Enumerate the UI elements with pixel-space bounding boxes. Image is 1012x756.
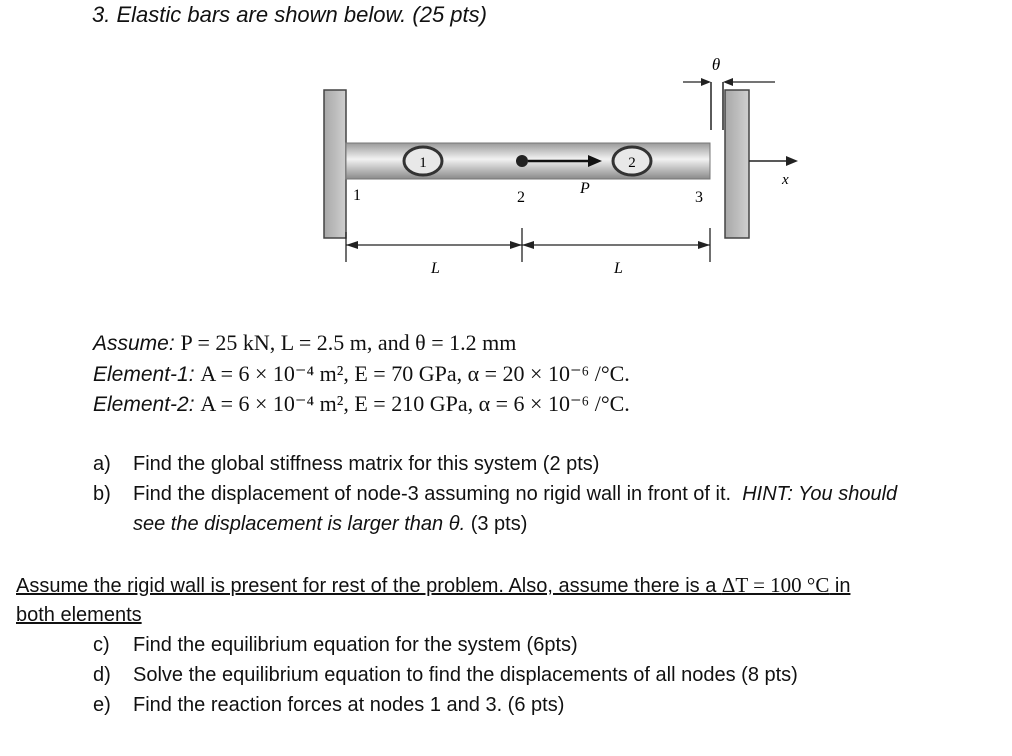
question-e-label: e)	[93, 694, 111, 716]
length-label-2: L	[614, 260, 623, 277]
bar-diagram	[300, 50, 820, 290]
node-2-label: 2	[517, 189, 525, 206]
load-point	[516, 155, 528, 167]
element-2-lead: Element-2:	[93, 393, 201, 416]
assume-line-3	[93, 391, 630, 417]
question-b-hint: HINT: You should	[742, 483, 898, 505]
question-a	[93, 453, 599, 476]
wall-note-line-1	[16, 573, 850, 598]
question-d-label: d)	[93, 664, 111, 686]
question-a-text: Find the global stiffness matrix for this system (2 pts)	[133, 453, 600, 475]
question-b-line-2	[133, 513, 527, 536]
element-1-label: 1	[419, 155, 427, 171]
wall-note-text: Assume the rigid wall is present for rest of the problem. Also, assume there is a	[16, 575, 722, 597]
element-2-props: A = 6 × 10⁻⁴ m², E = 210 GPa, α = 6 × 10⁻⁶ /°C.	[200, 391, 630, 416]
wall-note-tail: in	[829, 575, 851, 597]
question-b-label: b)	[93, 483, 111, 505]
element-2-label: 2	[628, 155, 636, 171]
load-label: P	[580, 180, 590, 197]
question-b-hint-cont: see the displacement is larger than θ.	[133, 513, 466, 535]
question-d-text: Solve the equilibrium equation to find the displacements of all nodes (8 pts)	[133, 664, 798, 686]
node-1-label: 1	[353, 187, 361, 204]
assume-lead: Assume:	[93, 332, 181, 355]
problem-title: 3. Elastic bars are shown below. (25 pts)	[92, 2, 487, 27]
question-b	[93, 483, 897, 506]
x-axis-label: x	[782, 172, 789, 188]
question-c-label: c)	[93, 634, 110, 656]
wall-note-line-2: both elements	[16, 604, 142, 626]
question-a-label: a)	[93, 453, 111, 475]
element-1-props: A = 6 × 10⁻⁴ m², E = 70 GPa, α = 20 × 10⁻⁶ /°C.	[200, 361, 630, 386]
question-c	[93, 634, 578, 657]
question-c-text: Find the equilibrium equation for the system (6pts)	[133, 634, 578, 656]
left-wall	[324, 90, 346, 238]
length-label-1: L	[431, 260, 440, 277]
question-e-text: Find the reaction forces at nodes 1 and 3. (6 pts)	[133, 694, 565, 716]
theta-label: θ	[711, 55, 721, 74]
assume-values: P = 25 kN, L = 2.5 m, and θ = 1.2 mm	[180, 330, 517, 355]
question-b-points: (3 pts)	[465, 513, 528, 535]
assume-line-2	[93, 361, 630, 387]
element-1-lead: Element-1:	[93, 363, 201, 386]
question-e	[93, 694, 564, 717]
question-d	[93, 664, 798, 687]
wall-note-delta-t: ΔT = 100 °C	[721, 573, 830, 597]
question-b-text: Find the displacement of node-3 assuming no rigid wall in front of it.	[133, 483, 732, 505]
node-3-label: 3	[695, 189, 703, 206]
assume-line-1	[93, 330, 516, 356]
right-wall	[725, 90, 749, 238]
